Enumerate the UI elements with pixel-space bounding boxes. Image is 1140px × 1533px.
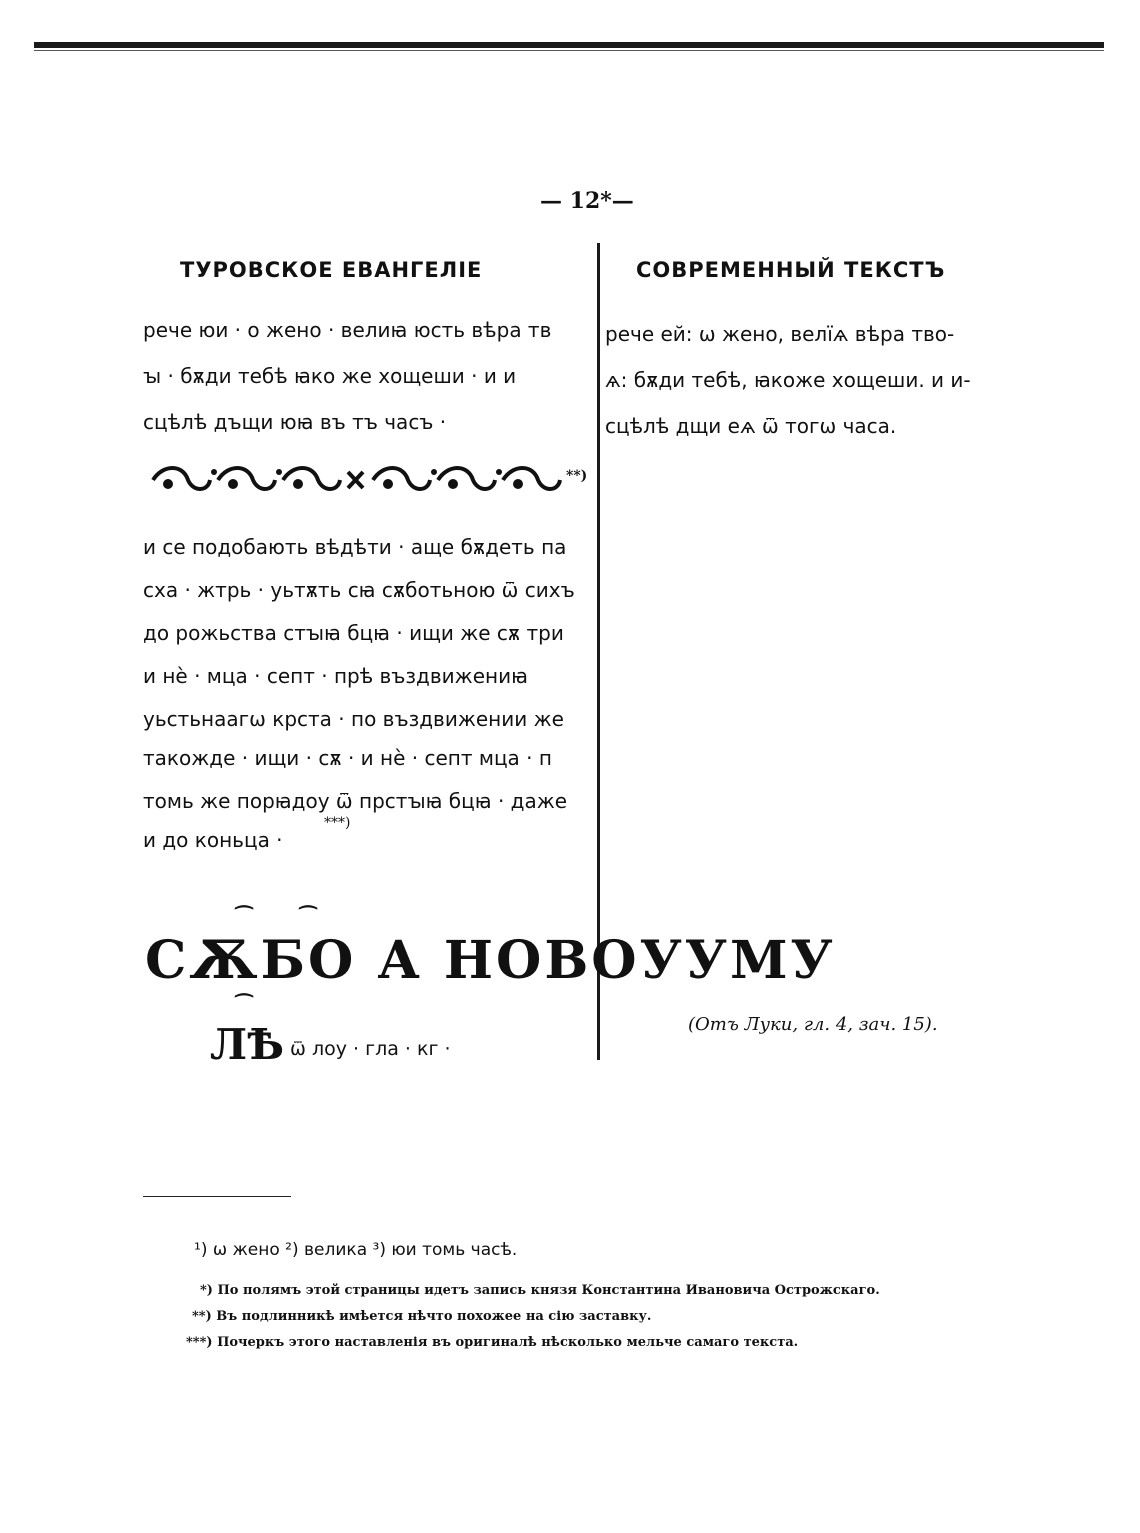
left-column-heading: ТУРОВСКОЕ ЕВАНГЕЛІЕ <box>180 258 483 282</box>
old-text-line-5: сха · жтрь · уьтѫть сꙗ сѫботьною ѿ сихъ <box>143 578 575 602</box>
old-text-line-10: томь же порꙗдоу ѿ прстꙑꙗ бцꙗ · даже <box>143 789 568 813</box>
top-border-rule <box>34 42 1104 48</box>
footnote-3: ***) Почеркъ этого наставленія въ оригиналѣ нѣсколько мельче самаго текста. <box>186 1335 799 1350</box>
old-text-line-8: уьстьнаагѡ крста · по въздвижении же <box>143 707 564 731</box>
old-text-line-2: ꙑ · бѫди тебѣ ꙗко же хощеши · и и <box>143 364 517 388</box>
old-text-line-3: сцѣлѣ дъщи юꙗ въ тъ часъ · <box>143 410 447 434</box>
lection-subtitle-initial: ЛѢ <box>210 1020 285 1069</box>
titlo-mark: ⁀ <box>300 905 317 929</box>
modern-text-line-3: сцѣлѣ дщи еѧ ѿ тогѡ часа. <box>605 414 897 438</box>
instruction-footnote-mark: ***) <box>324 815 351 831</box>
right-column-heading: СОВРЕМЕННЫЙ ТЕКСТЪ <box>636 258 946 282</box>
modern-text-line-2: ѧ: бѫди тебѣ, ꙗкоже хощеши. и и- <box>605 368 971 392</box>
old-text-line-11: и до коньца · <box>143 828 283 852</box>
ornament-footnote-mark: **) <box>566 468 588 484</box>
footnote-rule <box>143 1196 291 1197</box>
old-text-line-9: такожде · ищи · сѫ · и нѐ · септ мца · п <box>143 746 552 770</box>
lection-title: СѪБО А НОВОУУМУ <box>145 930 836 991</box>
top-border-thin-rule <box>34 50 1104 51</box>
titlo-mark: ⁀ <box>236 905 253 929</box>
modern-text-line-1: рече ей: ѡ жено, велїѧ вѣра тво- <box>605 322 955 346</box>
page-number: — 12*— <box>540 188 634 214</box>
footnote-1: *) По полямъ этой страницы идетъ запись князя Константина Ивановича Острожскаго. <box>200 1283 880 1298</box>
footnote-variants: ¹) ѡ жено ²) велика ³) юи томь часѣ. <box>194 1240 518 1260</box>
lection-subtitle: ѿ лоу · гла · кг · <box>290 1038 451 1060</box>
headpiece-ornament <box>148 462 578 498</box>
old-text-line-1: рече юи · о жено · велиꙗ юсть вѣра тв <box>143 318 552 342</box>
old-text-line-4: и се подобають вѣдѣти · аще бѫдеть па <box>143 535 567 559</box>
scripture-reference: (Отъ Луки, гл. 4, зач. 15). <box>688 1014 938 1035</box>
old-text-line-7: и нѐ · мца · септ · прѣ въздвижениꙗ <box>143 664 528 688</box>
titlo-mark: ⁀ <box>236 993 253 1017</box>
footnote-2: **) Въ подлинникѣ имѣется нѣчто похожее на сію заставку. <box>192 1309 652 1324</box>
old-text-line-6: до рожьства стꙑꙗ бцꙗ · ищи же сѫ три <box>143 621 564 645</box>
